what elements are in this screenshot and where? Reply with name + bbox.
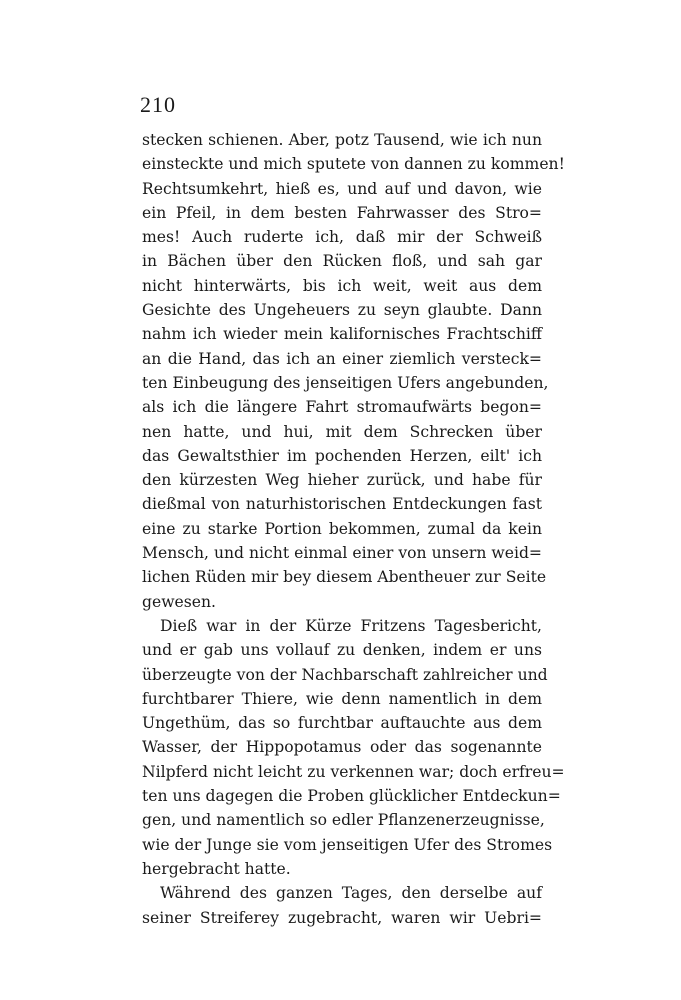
- text-line: furchtbarer Thiere, wie denn namentlich in dem: [142, 689, 542, 708]
- text-line: als ich die längere Fahrt stromaufwärts begon=: [142, 398, 542, 417]
- text-line: ein Pfeil, in dem besten Fahrwasser des Stro=: [142, 203, 542, 222]
- text-line: seiner Streiferey zugebracht, waren wir Uebri=: [142, 908, 542, 927]
- text-line: in Bächen über den Rücken floß, und sah gar: [142, 252, 542, 271]
- text-line: stecken schienen. Aber, potz Tausend, wie ich nun: [142, 131, 542, 149]
- text-line: ten uns dagegen die Proben glücklicher Entdeckun=: [142, 787, 561, 806]
- text-line: Wasser, der Hippopotamus oder das sogenannte: [142, 738, 542, 757]
- text-line: Mensch, und nicht einmal einer von unsern weid=: [142, 544, 542, 563]
- text-line: dießmal von naturhistorischen Entdeckungen fast: [142, 495, 542, 514]
- text-line: gen, und namentlich so edler Pflanzenerzeugnisse,: [142, 811, 545, 830]
- page-number: 210: [140, 92, 176, 117]
- body-text: [142, 128, 565, 930]
- text-line: einsteckte und mich sputete von dannen zu kommen!: [142, 155, 565, 174]
- text-line: Gesichte des Ungeheuers zu seyn glaubte. Dann: [142, 301, 542, 320]
- text-line: überzeugte von der Nachbarschaft zahlreicher und: [142, 665, 548, 684]
- text-line: und er gab uns vollauf zu denken, indem er uns: [142, 641, 542, 660]
- text-line: wie der Junge sie vom jenseitigen Ufer des Stromes: [142, 835, 553, 854]
- text-line: nicht hinterwärts, bis ich weit, weit aus dem: [142, 276, 542, 295]
- text-line: den kürzesten Weg hieher zurück, und habe für: [142, 471, 542, 490]
- text-line: gewesen.: [142, 592, 217, 611]
- text-line: Rechtsumkehrt, hieß es, und auf und davon, wie: [142, 179, 542, 198]
- text-line: lichen Rüden mir bey diesem Abentheuer zur Seite: [142, 568, 547, 587]
- text-line: mes! Auch ruderte ich, daß mir der Schweiß: [142, 228, 542, 247]
- text-line: hergebracht hatte.: [142, 859, 291, 878]
- text-line: an die Hand, das ich an einer ziemlich versteck=: [142, 349, 542, 368]
- text-line: Ungethüm, das so furchtbar auftauchte aus dem: [142, 714, 542, 733]
- text-line: eine zu starke Portion bekommen, zumal da kein: [142, 519, 542, 538]
- text-line: Während des ganzen Tages, den derselbe auf: [160, 884, 542, 903]
- text-line: nen hatte, und hui, mit dem Schrecken über: [142, 422, 542, 441]
- text-line: das Gewaltsthier im pochenden Herzen, eilt' ich: [142, 446, 542, 465]
- text-line: nahm ich wieder mein kalifornisches Frachtschiff: [142, 325, 542, 344]
- text-line: Nilpferd nicht leicht zu verkennen war; doch erfreu=: [142, 762, 565, 781]
- text-line: Dieß war in der Kürze Fritzens Tagesbericht,: [160, 616, 542, 635]
- text-line: ten Einbeugung des jenseitigen Ufers angebunden,: [142, 373, 549, 392]
